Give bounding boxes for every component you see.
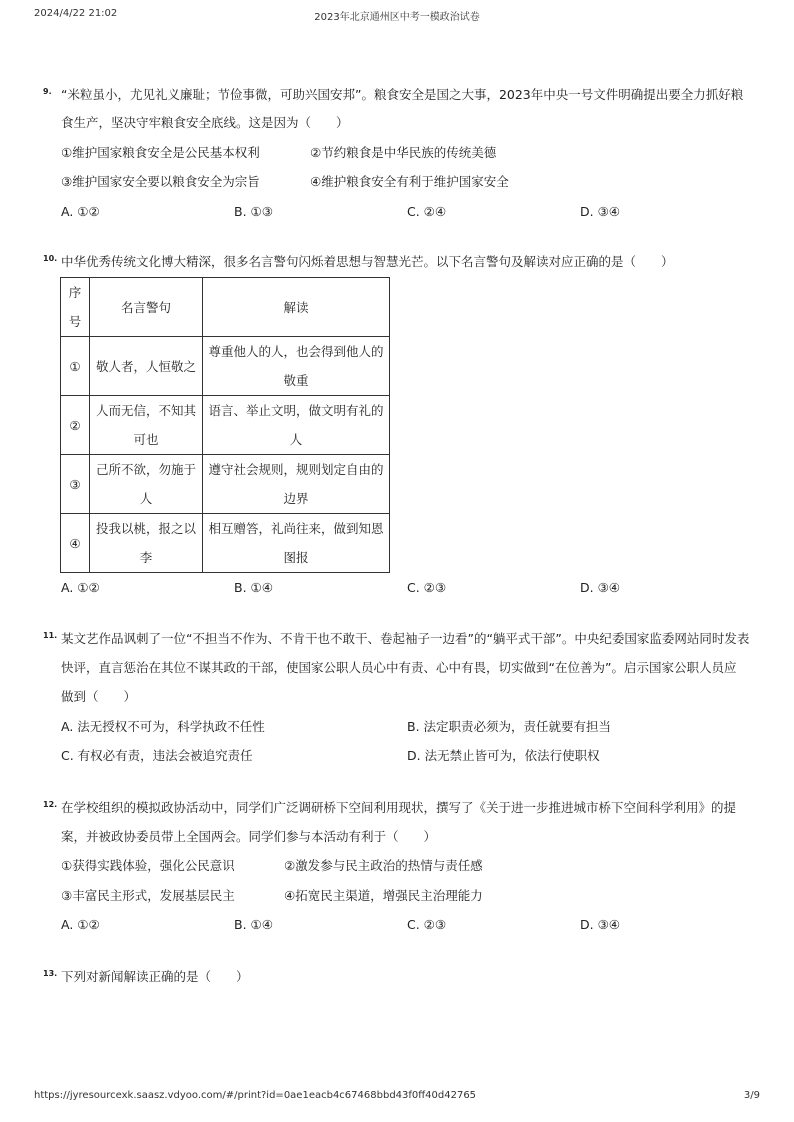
print-datetime: 2024/4/22 21:02 [34, 8, 118, 19]
quote-text: 人 [139, 491, 153, 506]
quote-text: 敬人者，人恒敬之 [95, 358, 196, 374]
column-header: 解读 [203, 278, 390, 337]
statement: ②激发参与民主政治的热情与责任感 [284, 858, 483, 873]
row-index: ③ [61, 455, 90, 514]
statement: ④拓宽民主渠道，增强民主治理能力 [284, 888, 483, 903]
interpretation-text: 尊重他人的人，也会得到他人的 [208, 344, 384, 359]
option-b: B. ①④ [234, 580, 273, 595]
table-header-row [61, 278, 390, 337]
question-stem-line: 做到（ ） [61, 689, 137, 704]
option-c: C. ②④ [407, 204, 447, 219]
question-number: 9. [43, 87, 52, 96]
quote-cell [90, 455, 203, 514]
option-a: A. 法无授权不可为，科学执政不任性 [61, 719, 265, 734]
page-number: 3/9 [743, 1090, 760, 1101]
option-b: B. ①④ [234, 917, 273, 932]
statement: ③丰富民主形式，发展基层民主 [61, 888, 235, 903]
question-number: 10. [43, 254, 58, 263]
interpretation-text: 语言、举止文明，做文明有礼的 [208, 403, 384, 418]
question-stem-line: 案，并被政协委员带上全国两会。同学们参与本活动有利于（ ） [61, 829, 437, 844]
option-d: D. ③④ [580, 580, 620, 595]
question-stem-line: 中华优秀传统文化博大精深，很多名言警句闪烁着思想与智慧光芒。以下名言警句及解读对应正确的是（ ） [61, 254, 674, 269]
interpretation-text: 图报 [283, 550, 309, 565]
table-row [61, 337, 390, 396]
interpretation-cell [203, 396, 390, 455]
table-row [61, 455, 390, 514]
question-number: 11. [43, 631, 58, 640]
option-d: D. 法无禁止皆可为，依法行使职权 [407, 748, 600, 763]
statement: ④维护粮食安全有利于维护国家安全 [310, 174, 509, 189]
question-number: 12. [43, 800, 58, 809]
question-stem-line: 在学校组织的模拟政协活动中，同学们广泛调研桥下空间利用现状，撰写了《关于进一步推进城市桥下空间科学利用》的提 [61, 800, 737, 815]
quote-text: 投我以桃，报之以 [95, 521, 196, 536]
row-index: ④ [61, 514, 90, 573]
option-a: A. ①② [61, 204, 100, 219]
quote-text: 李 [139, 550, 153, 565]
statement: ①维护国家粮食安全是公民基本权利 [61, 145, 260, 160]
interpretation-cell [203, 455, 390, 514]
table-row [61, 396, 390, 455]
option-a: A. ①② [61, 580, 100, 595]
interpretation-text: 人 [289, 432, 303, 447]
statement: ①获得实践体验，强化公民意识 [61, 858, 235, 873]
row-index: ① [61, 337, 90, 396]
row-index: ② [61, 396, 90, 455]
interpretation-text: 遵守社会规则，规则划定自由的 [208, 462, 384, 477]
interpretation-text: 边界 [283, 491, 309, 506]
question-stem-line: “米粒虽小，尤见礼义廉耻；节俭事微，可助兴国安邦”。粮食安全是国之大事，2023年中央一号文件明确提出要全力抓好粮 [61, 87, 744, 102]
statement: ③维护国家安全要以粮食安全为宗旨 [61, 174, 260, 189]
option-c: C. 有权必有责，违法会被追究责任 [61, 748, 253, 763]
quote-text: 可也 [133, 432, 159, 447]
column-header: 序号 [61, 278, 90, 337]
option-b: B. ①③ [234, 204, 273, 219]
option-a: A. ①② [61, 917, 100, 932]
interpretation-text: 相互赠答，礼尚往来，做到知恩 [208, 521, 384, 536]
quote-cell [90, 396, 203, 455]
quote-text: 己所不欲，勿施于 [95, 462, 196, 477]
question-stem-line: 下列对新闻解读正确的是（ ） [61, 969, 249, 984]
interpretation-cell [203, 514, 390, 573]
question-stem-line: 食生产，坚决守牢粮食安全底线。这是因为（ ） [61, 115, 349, 130]
question-stem-line: 某文艺作品讽刺了一位“不担当不作为、不肯干也不敢干、卷起袖子一边看”的“躺平式干部”。中央纪委国家监委网站同时发表 [61, 631, 750, 646]
quotes-table [60, 277, 390, 573]
option-d: D. ③④ [580, 204, 620, 219]
option-d: D. ③④ [580, 917, 620, 932]
question-number: 13. [43, 969, 58, 978]
option-c: C. ②③ [407, 917, 447, 932]
document-title: 2023年北京通州区中考一模政治试卷 [314, 12, 480, 23]
interpretation-cell [203, 337, 390, 396]
quote-cell [90, 337, 203, 396]
table-row [61, 514, 390, 573]
quote-cell [90, 514, 203, 573]
option-c: C. ②③ [407, 580, 447, 595]
print-url: https://jyresourcexk.saasz.vdyoo.com/#/print?id=0ae1eacb4c67468bbd43f0ff40d42765 [34, 1090, 477, 1101]
option-b: B. 法定职责必须为，责任就要有担当 [407, 719, 612, 734]
quote-text: 人而无信，不知其 [95, 403, 196, 418]
statement: ②节约粮食是中华民族的传统美德 [310, 145, 497, 160]
question-stem-line: 快评，直言惩治在其位不谋其政的干部，使国家公职人员心中有责、心中有畏，切实做到“在位善为”。启示国家公职人员应 [61, 660, 737, 675]
column-header: 名言警句 [90, 278, 203, 337]
interpretation-text: 敬重 [283, 373, 309, 388]
